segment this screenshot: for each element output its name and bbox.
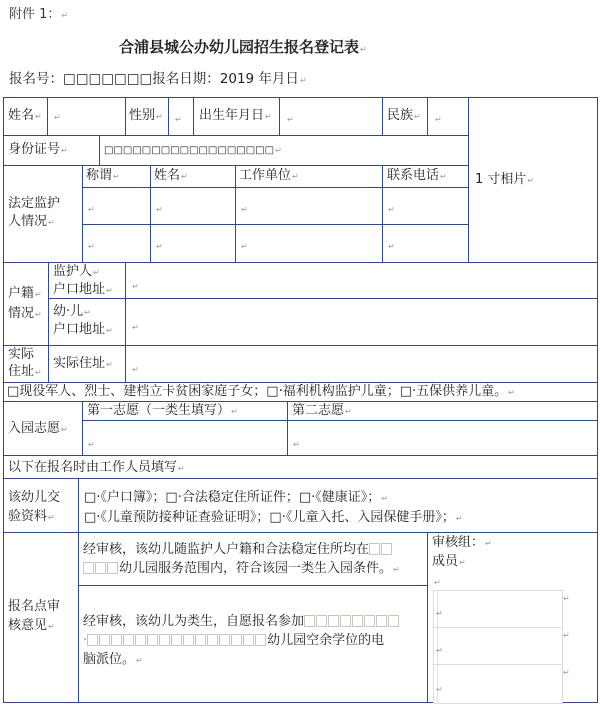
child-address-label: 幼·儿↵ 户口地址↵ xyxy=(53,304,113,337)
birth-date-field[interactable]: ↵ xyxy=(287,115,294,124)
second-preference-label: 第二志愿↵ xyxy=(292,403,352,418)
id-number-field[interactable]: □□□□□□□□□□□□□□□□□□↵ xyxy=(104,145,282,156)
gender-field[interactable]: ↵ xyxy=(175,115,182,124)
review-label: 报名点审 核意见↵ xyxy=(8,599,61,633)
name-label: 姓名↵ xyxy=(8,108,42,123)
guardian-address-field[interactable]: ↵ xyxy=(132,282,139,291)
residence-field[interactable]: ↵ xyxy=(132,365,139,374)
guardian-col-name: 姓名↵ xyxy=(154,168,188,183)
first-preference-label: 第一志愿（一类生填写）↵ xyxy=(87,403,238,418)
ethnicity-field[interactable]: ↵ xyxy=(435,115,442,124)
guardian-col-relation: 称谓↵ xyxy=(86,168,120,183)
guardian-2-relation[interactable]: ↵ xyxy=(88,242,95,251)
preference-label: 入园志愿↵ xyxy=(8,421,68,436)
registration-line: 报名号：□□□□□□□报名日期：2019 年月日↵ xyxy=(9,71,307,87)
documents-checklist[interactable]: □·《户口簿》；□·合法稳定住所证件；□·《健康证》；↵ □·《儿童预防接种证查验证明》；□·《儿童入托、入园保健手册》；↵ xyxy=(84,490,463,525)
staff-note: 以下在报名时由工作人员填写↵ xyxy=(8,460,185,475)
birth-date-label: 出生年月日↵ xyxy=(199,108,272,123)
residence-sublabel: 实际住址↵ xyxy=(53,356,113,371)
photo-label: 1 寸相片↵ xyxy=(475,172,535,187)
gender-label: 性别↵ xyxy=(129,108,163,123)
member-signature-3[interactable]: ↵ xyxy=(436,685,443,694)
guardian-1-relation[interactable]: ↵ xyxy=(88,205,95,214)
guardian-2-employer[interactable]: ↵ xyxy=(241,242,248,251)
guardian-col-employer: 工作单位↵ xyxy=(239,168,299,183)
child-address-field[interactable]: ↵ xyxy=(132,323,139,332)
guardian-address-label: 监护人↵ 户口地址↵ xyxy=(53,264,113,297)
page-title: 合浦县城公办幼儿园招生报名登记表↵ xyxy=(119,38,367,56)
guardian-1-name[interactable]: ↵ xyxy=(156,205,163,214)
second-preference-field[interactable]: ↵ xyxy=(293,440,300,449)
ethnicity-label: 民族↵ xyxy=(387,108,421,123)
guardian-label: 法定监护 人情况↵ xyxy=(8,196,61,229)
documents-label: 该幼儿交 验资料↵ xyxy=(8,490,61,524)
member-signature-2[interactable]: ↵ xyxy=(436,646,443,655)
guardian-col-phone: 联系电话↵ xyxy=(387,168,447,183)
first-preference-field[interactable]: ↵ xyxy=(88,440,95,449)
guardian-1-phone[interactable]: ↵ xyxy=(388,205,395,214)
special-categories-checkboxes[interactable]: □现役军人、烈士、建档立卡贫困家庭子女；□·福利机构监护儿童；□·五保供养儿童。↵ xyxy=(7,384,515,399)
id-number-label: 身份证号↵ xyxy=(8,142,68,157)
guardian-2-phone[interactable]: ↵ xyxy=(388,242,395,251)
attachment-label: 附件 1：↵ xyxy=(9,7,69,22)
photo-area[interactable] xyxy=(470,99,596,261)
member-signature-1[interactable]: ↵ xyxy=(436,609,443,618)
guardian-1-employer[interactable]: ↵ xyxy=(241,205,248,214)
review-group-label: 审核组：↵ 成员↵ xyxy=(432,535,492,569)
residence-label: 实际 住址↵ xyxy=(8,347,42,379)
review-opinion-class1[interactable]: 经审核，该幼儿随监护人户籍和合法稳定住所均在 幼儿园服务范围内，符合该园一类生入园条件。↵ xyxy=(83,542,400,576)
household-label: 户籍↵ 情况↵ xyxy=(8,286,42,321)
name-field[interactable]: ↵ xyxy=(54,113,61,122)
review-opinion-class2[interactable]: 经审核，该幼儿为类生，自愿报名参加 · 幼儿园空余学位的电 脑派位。↵ xyxy=(83,612,400,670)
guardian-2-name[interactable]: ↵ xyxy=(156,242,163,251)
